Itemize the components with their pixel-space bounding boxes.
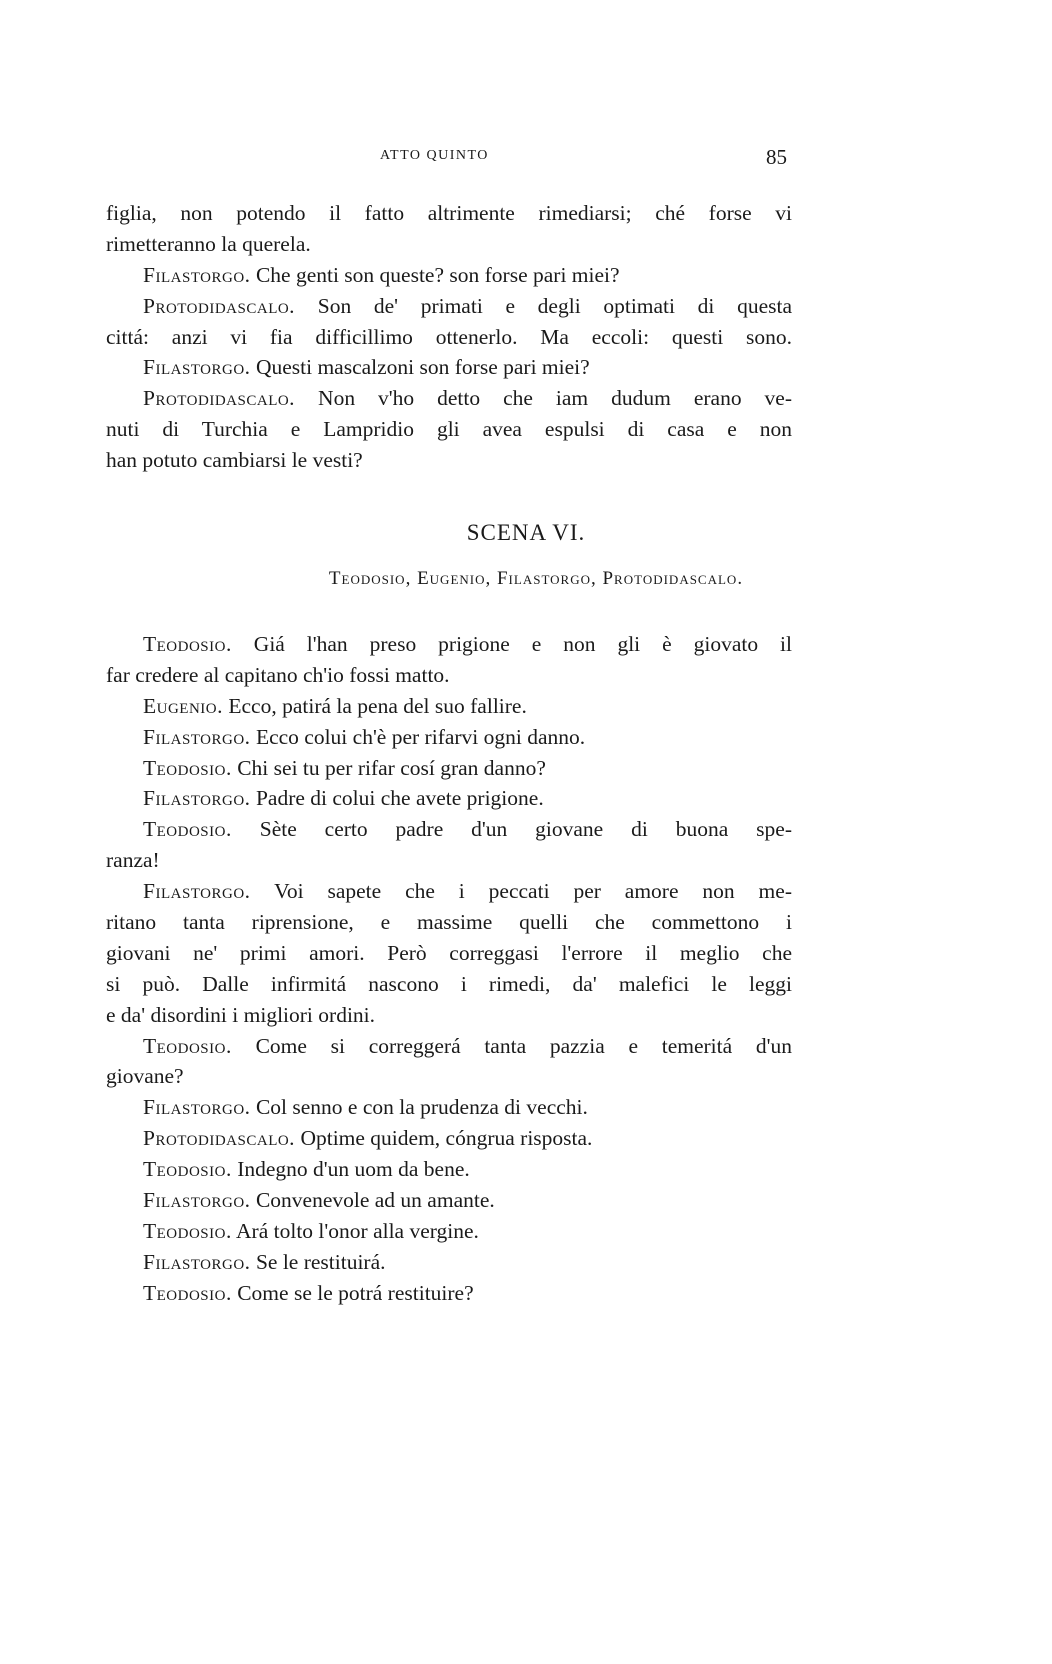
speaker-name: Protodidascalo. bbox=[143, 386, 296, 411]
text-line bbox=[106, 907, 792, 938]
text-line bbox=[106, 229, 792, 260]
speaker-name: Teodosio. bbox=[143, 1218, 232, 1243]
text-line bbox=[106, 352, 792, 383]
text-line bbox=[106, 198, 792, 229]
text-line bbox=[106, 814, 792, 845]
text-line bbox=[106, 783, 792, 814]
line-text: Questi mascalzoni son forse pari miei? bbox=[250, 355, 590, 380]
text-line bbox=[106, 383, 792, 414]
text-line bbox=[106, 1000, 792, 1031]
text-line bbox=[106, 969, 792, 1000]
speaker-name: Teodosio. bbox=[143, 1157, 232, 1182]
line-text: ranza! bbox=[106, 848, 160, 873]
text-line bbox=[106, 660, 792, 691]
speaker-name: Filastorgo. bbox=[143, 1095, 251, 1120]
running-title: ATTO QUINTO bbox=[380, 148, 489, 163]
text-block-2 bbox=[106, 629, 792, 1309]
speaker-name: Teodosio. bbox=[143, 1033, 232, 1058]
line-text: giovane? bbox=[106, 1064, 184, 1089]
line-text: Ecco colui ch'è per rifarvi ogni danno. bbox=[250, 724, 586, 749]
text-line bbox=[106, 1278, 792, 1309]
text-line bbox=[106, 1061, 792, 1092]
text-line bbox=[106, 629, 792, 660]
line-text: Giá l'han preso prigione e non gli è giovato il bbox=[231, 632, 792, 656]
line-text: Indegno d'un uom da bene. bbox=[231, 1157, 470, 1182]
text-line bbox=[106, 845, 792, 876]
text-line bbox=[106, 1216, 792, 1247]
line-text: figlia, non potendo il fatto altrimente rimediarsi; ché forse vi bbox=[106, 201, 792, 225]
text-line bbox=[106, 260, 792, 291]
text-line bbox=[106, 1031, 792, 1062]
line-text: Non v'ho detto che iam dudum erano ve- bbox=[295, 386, 792, 411]
scene-title: SCENA VI. bbox=[466, 520, 586, 545]
line-text: Voi sapete che i peccati per amore non me- bbox=[250, 879, 792, 904]
text-line bbox=[106, 691, 792, 722]
line-text: Col senno e con la prudenza di vecchi. bbox=[250, 1095, 588, 1120]
line-text: Che genti son queste? son forse pari miei? bbox=[250, 262, 620, 287]
line-text: Come si correggerá tanta pazzia e temeritá d'un bbox=[231, 1033, 792, 1058]
text-line bbox=[106, 291, 792, 322]
line-text: e da' disordini i migliori ordini. bbox=[106, 1002, 376, 1027]
text-line bbox=[106, 414, 792, 445]
line-text: rimetteranno la querela. bbox=[106, 231, 311, 256]
line-text: Se le restituirá. bbox=[250, 1249, 386, 1274]
speaker-name: Filastorgo. bbox=[143, 724, 251, 749]
line-text: Chi sei tu per rifar cosí gran danno? bbox=[231, 755, 546, 780]
line-text: ritano tanta riprensione, e massime quelli che commettono i bbox=[106, 910, 792, 935]
text-block-1 bbox=[106, 198, 792, 476]
speaker-name: Teodosio. bbox=[143, 755, 232, 780]
speaker-name: Filastorgo. bbox=[143, 1188, 251, 1213]
line-text: cittá: anzi vi fia difficillimo ottenerlo. Ma eccoli: questi sono. bbox=[106, 324, 792, 349]
speaker-name: Teodosio. bbox=[143, 632, 232, 656]
speaker-name: Filastorgo. bbox=[143, 262, 251, 287]
speaker-name: Eugenio. bbox=[143, 693, 223, 718]
line-text: han potuto cambiarsi le vesti? bbox=[106, 448, 363, 473]
line-text: giovani ne' primi amori. Però correggasi l'errore il meglio che bbox=[106, 940, 792, 965]
speaker-name: Filastorgo. bbox=[143, 879, 251, 904]
text-line bbox=[106, 445, 792, 476]
line-text: Convenevole ad un amante. bbox=[250, 1188, 495, 1213]
speaker-name: Filastorgo. bbox=[143, 355, 251, 380]
text-line bbox=[106, 1185, 792, 1216]
line-text: far credere al capitano ch'io fossi matto. bbox=[106, 662, 450, 687]
speaker-name: Filastorgo. bbox=[143, 1249, 251, 1274]
line-text: Ecco, patirá la pena del suo fallire. bbox=[223, 693, 527, 718]
scene-cast: Teodosio, Eugenio, Filastorgo, Protodidascalo. bbox=[328, 568, 744, 589]
line-text: nuti di Turchia e Lampridio gli avea espulsi di casa e non bbox=[106, 417, 792, 442]
text-line bbox=[106, 1092, 792, 1123]
text-line bbox=[106, 938, 792, 969]
text-line bbox=[106, 1247, 792, 1278]
speaker-name: Protodidascalo. bbox=[143, 293, 296, 318]
line-text: Sète certo padre d'un giovane di buona spe- bbox=[231, 817, 792, 842]
line-text: si può. Dalle infirmitá nascono i rimedi, da' malefici le leggi bbox=[106, 971, 792, 996]
text-line bbox=[106, 753, 792, 784]
line-text: Optime quidem, cóngrua risposta. bbox=[295, 1126, 593, 1151]
text-line bbox=[106, 322, 792, 353]
line-text: Ará tolto l'onor alla vergine. bbox=[231, 1218, 479, 1243]
speaker-name: Filastorgo. bbox=[143, 786, 251, 811]
line-text: Son de' primati e degli optimati di questa bbox=[295, 293, 792, 318]
text-line bbox=[106, 722, 792, 753]
speaker-name: Teodosio. bbox=[143, 1280, 232, 1305]
speaker-name: Protodidascalo. bbox=[143, 1126, 296, 1151]
text-line bbox=[106, 1154, 792, 1185]
line-text: Come se le potrá restituire? bbox=[231, 1280, 474, 1305]
line-text: Padre di colui che avete prigione. bbox=[250, 786, 544, 811]
page-number: 85 bbox=[766, 145, 787, 169]
text-line bbox=[106, 876, 792, 907]
text-line bbox=[106, 1123, 792, 1154]
speaker-name: Teodosio. bbox=[143, 817, 232, 842]
